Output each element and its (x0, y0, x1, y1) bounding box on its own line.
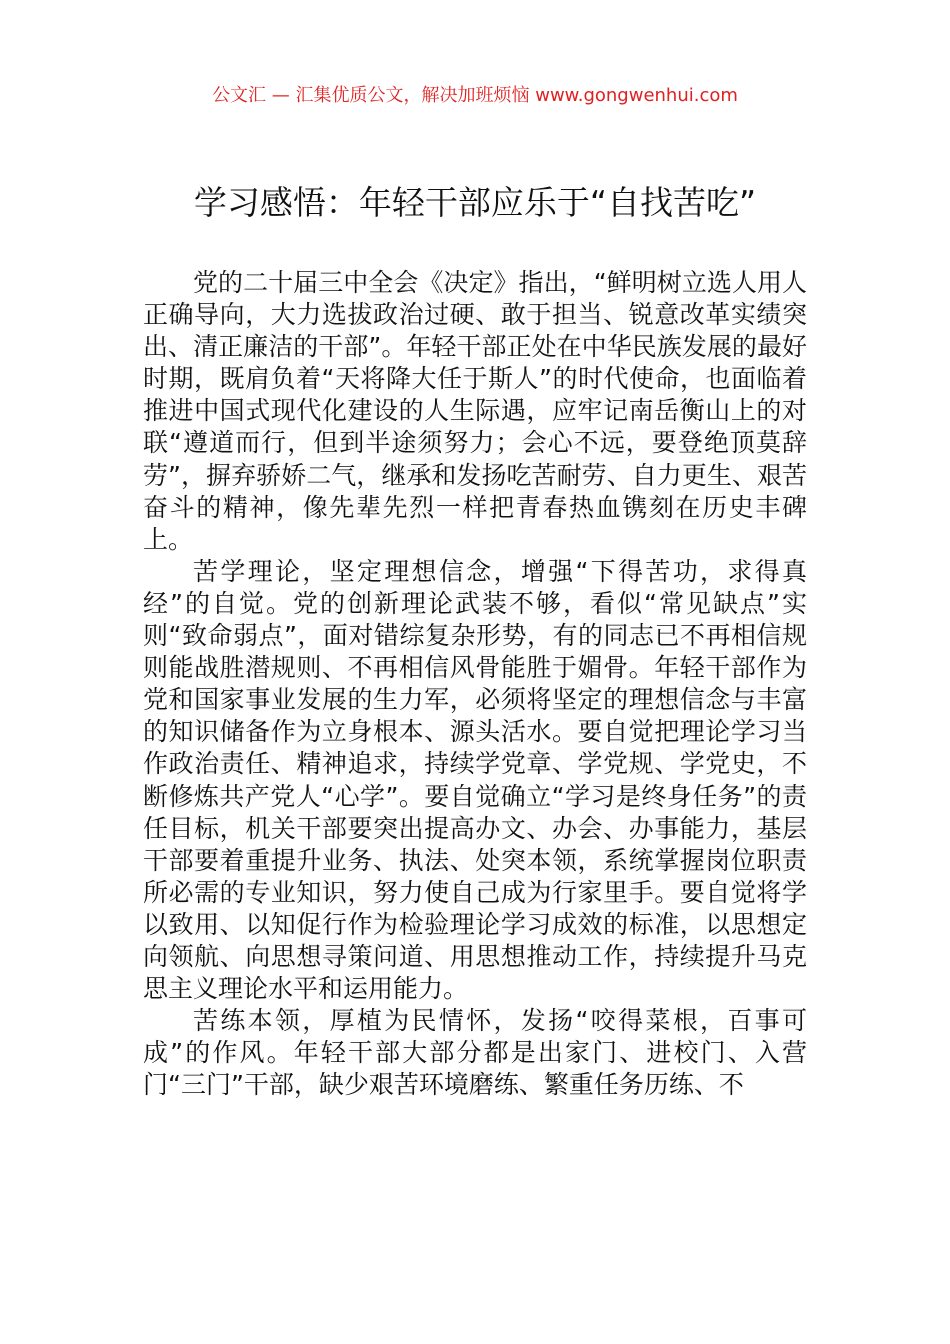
paragraph-1: 党的二十届三中全会《决定》指出，“鲜明树立选人用人正确导向，大力选拔政治过硬、敢于担当、锐意改革实绩突出、清正廉洁的干部”。年轻干部正处在中华民族发展的最好时期，既肩负着“天将降大任于斯人”的时代使命，也面临着推进中国式现代化建设的人生际遇，应牢记南岳衡山上的对联“遵道而行，但到半途须努力；会心不远，要登绝顶莫辞劳”，摒弃骄娇二气，继承和发扬吃苦耐劳、自力更生、艰苦奋斗的精神，像先辈先烈一样把青春热血镌刻在历史丰碑上。 (143, 268, 807, 554)
document-body (143, 267, 807, 1101)
document-title: 学习感悟：年轻干部应乐于“自找苦吃” (193, 183, 757, 222)
paragraph-3: 苦练本领，厚植为民情怀，发扬“咬得菜根，百事可成”的作风。年轻干部大部分都是出家门、进校门、入营门“三门”干部，缺少艰苦环境磨练、繁重任务历练、不 (143, 1006, 807, 1100)
paragraph-2: 苦学理论，坚定理想信念，增强“下得苦功，求得真经”的自觉。党的创新理论武装不够，看似“常见缺点”实则“致命弱点”，面对错综复杂形势，有的同志已不再相信规则能战胜潜规则、不再相信风骨能胜于媚骨。年轻干部作为党和国家事业发展的生力军，必须将坚定的理想信念与丰富的知识储备作为立身根本、源头活水。要自觉把理论学习当作政治责任、精神追求，持续学党章、学党规、学党史，不断修炼共产党人“心学”。要自觉确立“学习是终身任务”的责任目标，机关干部要突出提高办文、办会、办事能力，基层干部要着重提升业务、执法、处突本领，系统掌握岗位职责所必需的专业知识，努力使自己成为行家里手。要自觉将学以致用、以知促行作为检验理论学习成效的标准，以思想定向领航、向思想寻策问道、用思想推动工作，持续提升马克思主义理论水平和运用能力。 (143, 556, 807, 1004)
header-watermark: 公文汇 — 汇集优质公文，解决加班烦恼 www.gongwenhui.com (212, 85, 738, 106)
